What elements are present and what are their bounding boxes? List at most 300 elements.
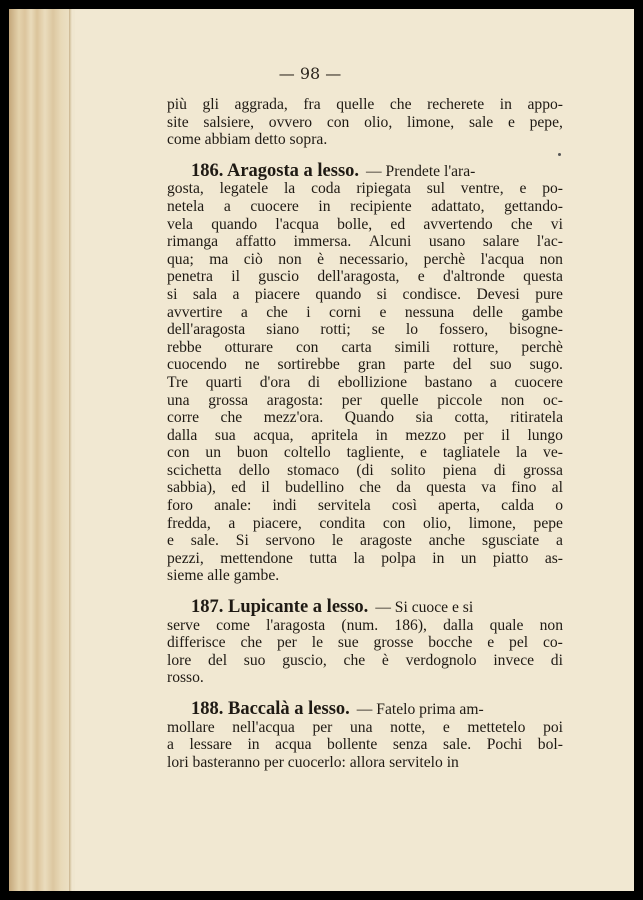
word: budellino [285, 479, 345, 497]
text-line [167, 304, 563, 322]
word: a [228, 514, 236, 532]
word: un [460, 549, 477, 567]
word: il [231, 268, 240, 286]
word: e [379, 303, 387, 321]
text-line [167, 131, 563, 149]
word: gran [357, 356, 386, 374]
text-line [167, 321, 563, 339]
text-line [167, 634, 563, 652]
word: lungo [527, 426, 563, 444]
word: il [501, 426, 510, 444]
word: serve [167, 616, 200, 634]
word: Pochi [486, 736, 523, 754]
word: l'aragosta [266, 616, 326, 634]
line-text [167, 180, 563, 198]
word: le [331, 532, 344, 550]
word: suo [243, 651, 266, 669]
word: quelle [380, 391, 419, 409]
word: affatto [235, 233, 277, 251]
word: sugo. [529, 356, 563, 374]
word: quando [211, 215, 258, 233]
word: per [341, 391, 362, 409]
recipe-heading: 188. Baccalà a lesso. [191, 699, 350, 719]
word: invece [493, 651, 535, 669]
word: sia [415, 409, 433, 427]
word: grossa [523, 461, 563, 479]
word: ripiegata [356, 180, 411, 198]
word: co- [542, 634, 563, 652]
word: grossa [208, 391, 249, 409]
word: sabbia), [167, 479, 216, 497]
word: a [555, 532, 563, 550]
word: scichetta [167, 461, 222, 479]
word: che [343, 651, 366, 669]
word: va [481, 479, 497, 497]
word: limone, [468, 514, 516, 532]
word: foro [167, 497, 193, 515]
text-line [167, 198, 563, 216]
word: ne [244, 356, 260, 374]
word: dell'aragosta [167, 321, 246, 339]
word: non [278, 250, 302, 268]
text-line [167, 444, 563, 462]
word: coltello [283, 444, 331, 462]
word: condisce. [402, 285, 461, 303]
text-line [167, 669, 563, 687]
word: acqua [275, 736, 312, 754]
word: al [551, 479, 563, 497]
word: bocche [428, 634, 473, 652]
word: corni [329, 303, 362, 321]
text-line [167, 374, 563, 392]
word: di [307, 373, 321, 391]
word: calda [501, 497, 535, 515]
word: aggrada, [234, 96, 288, 113]
text-line [167, 754, 563, 772]
word: cuocere [250, 197, 299, 215]
word: mezzo [405, 426, 447, 444]
word: rebbe [167, 338, 202, 356]
word: in [375, 426, 388, 444]
word: per [312, 718, 333, 736]
word: l'acqua [480, 250, 525, 268]
word: non [539, 616, 563, 634]
binding-edge [69, 9, 72, 891]
text-line [167, 356, 563, 374]
text-line [167, 479, 563, 497]
line-text [167, 550, 563, 568]
word: guscio [258, 268, 299, 286]
word: quelle [336, 96, 375, 113]
word: parte [403, 356, 435, 374]
text-line [167, 286, 563, 304]
line-text [167, 652, 563, 670]
word: Si [235, 532, 249, 550]
line-text: — Prendete l'ara- [366, 162, 476, 180]
word: netela [167, 197, 205, 215]
word: limone, [407, 113, 455, 131]
word: gosta, [167, 180, 204, 198]
word: se [371, 321, 385, 339]
word: Quando [344, 409, 395, 427]
word: buon [236, 444, 269, 462]
text-line [167, 233, 563, 251]
line-text [167, 617, 563, 635]
word: sale [468, 113, 494, 131]
word: d'altronde [443, 268, 505, 286]
word: in [499, 96, 512, 113]
word: i [306, 303, 311, 321]
word: ma [209, 250, 229, 268]
word: servitela [317, 497, 371, 515]
word: che [240, 634, 263, 652]
word: 186), [394, 616, 427, 634]
word: e [417, 268, 425, 286]
word: a [240, 303, 248, 321]
word: in [432, 549, 445, 567]
text-line [167, 617, 563, 635]
word: bollente [327, 736, 378, 754]
word: pezzi, [167, 549, 204, 567]
word: tagliatele [442, 444, 500, 462]
word: sgusciate [481, 532, 540, 550]
word: nell'acqua [232, 718, 295, 736]
word: a [232, 285, 240, 303]
word: si [167, 285, 178, 303]
word: perchè [521, 338, 563, 356]
text-line [167, 462, 563, 480]
word: piacere [254, 285, 300, 303]
word: gambe [521, 303, 563, 321]
line-text: rosso. [167, 669, 204, 687]
text-line [167, 736, 563, 754]
word: ritiratela [510, 409, 563, 427]
text-line [167, 96, 563, 114]
word: e [420, 444, 427, 462]
word: apritela [311, 426, 358, 444]
word: pepe [533, 514, 563, 532]
word: quarti [205, 373, 243, 391]
word: del [207, 651, 228, 669]
word: coda [311, 180, 341, 198]
word: site [167, 113, 189, 131]
word: non [500, 391, 525, 409]
word: pure [535, 285, 563, 303]
line-text: — Fatelo prima am- [356, 701, 484, 718]
word: (num. [341, 616, 379, 634]
word: cotta, [454, 409, 489, 427]
word: e [487, 634, 495, 652]
text-line [167, 392, 563, 410]
word: quando [315, 285, 362, 303]
word: simili [394, 338, 431, 356]
line-text [167, 462, 563, 480]
word: olio, [364, 113, 393, 131]
word: piena [442, 461, 477, 479]
word: che [220, 409, 243, 427]
word: usano [428, 233, 466, 251]
word: ed [231, 479, 246, 497]
line-text [167, 216, 563, 234]
line-text [167, 96, 563, 114]
word: oc- [543, 391, 563, 409]
text-line [167, 114, 563, 132]
word: piatto [492, 549, 529, 567]
book-binding [9, 9, 71, 891]
word: suo [489, 356, 512, 374]
word: perchè [423, 250, 466, 268]
word: siano [266, 321, 300, 339]
word: necessario, [339, 250, 409, 268]
line-text [167, 515, 563, 533]
word: otturare [224, 338, 274, 356]
word: bisogne- [509, 321, 563, 339]
word: sul [426, 180, 445, 198]
word: notte, [390, 718, 426, 736]
line-text: lori basteranno per cuocerlo: allora servitelo in [167, 753, 459, 771]
line-text [167, 719, 563, 737]
word: Devesi [476, 285, 520, 303]
word: cuocere [514, 373, 563, 391]
word: così [391, 497, 417, 515]
line-text [167, 736, 563, 754]
word: che [266, 303, 288, 321]
word: condita [319, 514, 366, 532]
recipe-heading: 187. Lupicante a lesso. [191, 597, 369, 618]
word: tagliente, [346, 444, 405, 462]
line-text [167, 497, 563, 515]
word: aragoste [359, 532, 412, 550]
text-line [167, 652, 563, 670]
text-line [167, 515, 563, 533]
page-number: — 98 — [278, 64, 342, 83]
word: as- [544, 549, 563, 567]
word: che [389, 96, 412, 113]
word: fredda, [167, 514, 211, 532]
word: per [276, 634, 297, 652]
word: recipiente [350, 197, 412, 215]
word: e [519, 180, 527, 198]
word: mettetelo [467, 718, 526, 736]
word: che [359, 479, 381, 497]
word: l'acqua [275, 215, 319, 233]
word: si [376, 285, 388, 303]
line-text [167, 198, 563, 216]
line-text [167, 479, 563, 497]
word: questa [523, 268, 563, 286]
word: ventre, [460, 180, 504, 198]
text-line [167, 409, 563, 427]
word: (di [356, 461, 374, 479]
word: salare [482, 233, 520, 251]
word: la [283, 180, 296, 198]
word: pepe, [529, 113, 563, 131]
text-line [167, 339, 563, 357]
line-text [167, 339, 563, 357]
word: per [463, 426, 484, 444]
line-text [167, 374, 563, 392]
word: la [515, 444, 528, 462]
recipe-heading: 186. Aragosta a lesso. [191, 160, 360, 181]
text-line [167, 427, 563, 445]
word: a [167, 736, 174, 754]
word: con [326, 113, 350, 131]
word: polpa [381, 549, 416, 567]
word: sue [337, 634, 359, 652]
word: Tre [167, 373, 189, 391]
word: immersa. [293, 233, 352, 251]
word: servono [265, 532, 315, 550]
word: fino [511, 479, 537, 497]
word: sala [192, 285, 218, 303]
word: bol- [537, 736, 563, 754]
line-text [167, 321, 563, 339]
line-text: — Si cuoce e si [375, 599, 474, 617]
text-line [167, 180, 563, 198]
word: lore [167, 651, 192, 669]
word: aragosta: [266, 391, 324, 409]
word: anche [428, 532, 466, 550]
word: piacere, [252, 514, 302, 532]
word: poi [543, 718, 563, 736]
word: aperta, [438, 497, 481, 515]
intro-paragraph [167, 96, 563, 149]
word: corre [167, 409, 200, 427]
word: vela [167, 215, 193, 233]
line-text [167, 532, 563, 550]
word: bolle, [337, 215, 373, 233]
word: e [507, 113, 515, 131]
word: ed [390, 215, 406, 233]
word: acqua, [253, 426, 294, 444]
word: appo- [527, 96, 563, 113]
word: ebollizione [337, 373, 407, 391]
word: avvertendo [423, 215, 493, 233]
word: o [555, 497, 563, 515]
word: il [261, 479, 270, 497]
line-text [167, 356, 563, 374]
line-text [167, 233, 563, 251]
word: indi [272, 497, 297, 515]
text-line [167, 550, 563, 568]
word: e [442, 718, 450, 736]
word: da [396, 479, 411, 497]
text-line [167, 268, 563, 286]
text-line [167, 497, 563, 515]
word: come [216, 616, 250, 634]
word: cuocendo [167, 356, 227, 374]
line-text [167, 392, 563, 410]
word: adattato, [431, 197, 485, 215]
word: quale [489, 616, 524, 634]
word: del [452, 356, 472, 374]
line-text [167, 634, 563, 652]
word: ve- [543, 444, 563, 462]
line-text [167, 251, 563, 269]
page-text [167, 96, 563, 771]
word: a [489, 373, 497, 391]
word: bastano [424, 373, 473, 391]
word: fossero, [439, 321, 489, 339]
recipe-paragraph [167, 701, 563, 771]
line-text [167, 304, 563, 322]
word: verdognolo [405, 651, 477, 669]
word: senza [392, 736, 428, 754]
word: lessare [189, 736, 232, 754]
word: differisce [167, 634, 226, 652]
word: con [295, 338, 319, 356]
word: dello [238, 461, 270, 479]
word: dalla [167, 426, 198, 444]
line-text: sieme alle gambe. [167, 567, 280, 585]
word: dalla [443, 616, 474, 634]
word: Alcuni [368, 233, 412, 251]
word: che [510, 215, 533, 233]
word: sale. [190, 532, 219, 550]
word: vi [550, 215, 563, 233]
line-text: come abbiam detto sopra. [167, 131, 328, 149]
word: legatele [219, 180, 269, 198]
text-line [167, 719, 563, 737]
word: sortirebbe [277, 356, 340, 374]
word: mezz'ora. [263, 409, 324, 427]
word: la [353, 549, 365, 567]
line-text [167, 114, 563, 132]
line-text [167, 268, 563, 286]
word: gli [202, 96, 219, 113]
word: gettando- [504, 197, 563, 215]
text-line [167, 701, 563, 719]
text-line [167, 251, 563, 269]
word: piccole [437, 391, 483, 409]
word: a [223, 197, 231, 215]
word: po- [542, 180, 563, 198]
word: delle [472, 303, 503, 321]
word: rotture, [453, 338, 499, 356]
word: mollare [167, 718, 215, 736]
word: olio, [422, 514, 452, 532]
word: con [167, 444, 190, 462]
word: solito [390, 461, 426, 479]
line-text [167, 427, 563, 445]
text-line [167, 216, 563, 234]
word: e [167, 532, 174, 550]
word: è [381, 651, 389, 669]
word: una [350, 718, 373, 736]
text-line [167, 567, 563, 585]
recipe-paragraph [167, 160, 563, 585]
word: più [167, 96, 187, 113]
word: sale. [443, 736, 472, 754]
text-line [167, 532, 563, 550]
word: guscio, [282, 651, 327, 669]
word: lo [405, 321, 419, 339]
word: recherete [427, 96, 485, 113]
word: fra [303, 96, 321, 113]
word: carta [341, 338, 372, 356]
word: di [550, 651, 563, 669]
text-line [167, 160, 563, 181]
word: rotti; [320, 321, 351, 339]
word: penetra [167, 268, 213, 286]
word: dell'aragosta, [317, 268, 400, 286]
word: rimanga [167, 233, 219, 251]
line-text [167, 286, 563, 304]
recipe-paragraph [167, 599, 563, 687]
word: salsiere, [203, 113, 255, 131]
text-line [167, 599, 563, 617]
word: con [382, 514, 406, 532]
